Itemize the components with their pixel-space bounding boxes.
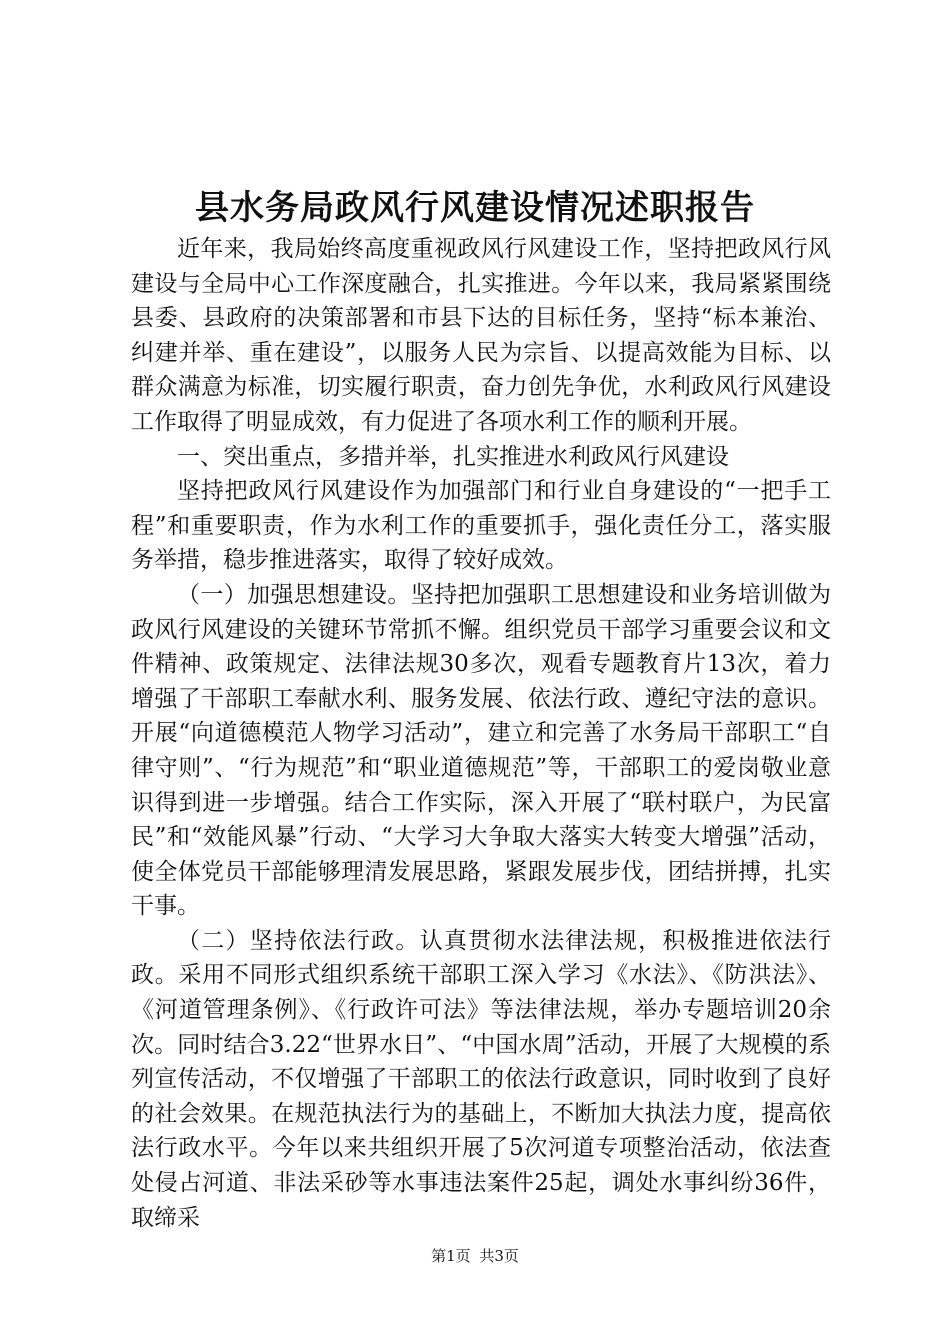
paragraph-thought-building: （一）加强思想建设。坚持把加强职工思想建设和业务培训做为政风行风建设的关键环节常抓不懈。组织党员干部学习重要会议和文件精神、政策规定、法律法规30多次，观看专题教育片13次，着力增强了干部职工奉献水利、服务发展、依法行政、遵纪守法的意识。开展“向道德模范人物学习活动”，建立和完善了水务局干部职工“自律守则”、“行为规范”和“职业道德规范”等，干部职工的爱岗敬业意识得到进一步增强。结合工作实际，深入开展了“联村联户，为民富民”和“效能风暴”行动、“大学习大争取大落实大转变大增强”活动，使全体党员干部能够理清发展思路，紧跟发展步伐，团结拼搏，扎实干事。: [131, 581, 831, 920]
paragraph-intro: 近年来，我局始终高度重视政风行风建设工作，坚持把政风行风建设与全局中心工作深度融合，扎实推进。今年以来，我局紧紧围绕县委、县政府的决策部署和市县下达的目标任务，坚持“标本兼治、纠建并举、重在建设”，以服务人民为宗旨、以提高效能为目标、以群众满意为标准，切实履行职责，奋力创先争优，水利政风行风建设工作取得了明显成效，有力促进了各项水利工作的顺利开展。: [131, 236, 831, 435]
section-heading-1: 一、突出重点，多措并举，扎实推进水利政风行风建设: [177, 443, 729, 470]
page-total: 共3页: [479, 1247, 519, 1265]
page-number: 第1页: [431, 1247, 471, 1265]
document-body: [131, 232, 831, 1235]
page-footer: [0, 1244, 950, 1268]
paragraph-section-1-summary: 坚持把政风行风建设作为加强部门和行业自身建设的“一把手工程”和重要职责，作为水利工作的重要抓手，强化责任分工，落实服务举措，稳步推进落实，取得了较好成效。: [131, 478, 831, 574]
paragraph-law-administration: （二）坚持依法行政。认真贯彻水法律法规，积极推进依法行政。采用不同形式组织系统干部职工深入学习《水法》、《防洪法》、《河道管理条例》、《行政许可法》等法律法规，举办专题培训20余次。同时结合3.22“世界水日”、“中国水周”活动，开展了大规模的系列宣传活动，不仅增强了干部职工的依法行政意识，同时收到了良好的社会效果。在规范执法行为的基础上，不断加大执法力度，提高依法行政水平。今年以来共组织开展了5次河道专项整治活动，依法查处侵占河道、非法采砂等水事违法案件25起，调处水事纠纷36件，取缔采: [131, 927, 831, 1231]
document-title: 县水务局政风行风建设情况述职报告: [195, 188, 755, 228]
